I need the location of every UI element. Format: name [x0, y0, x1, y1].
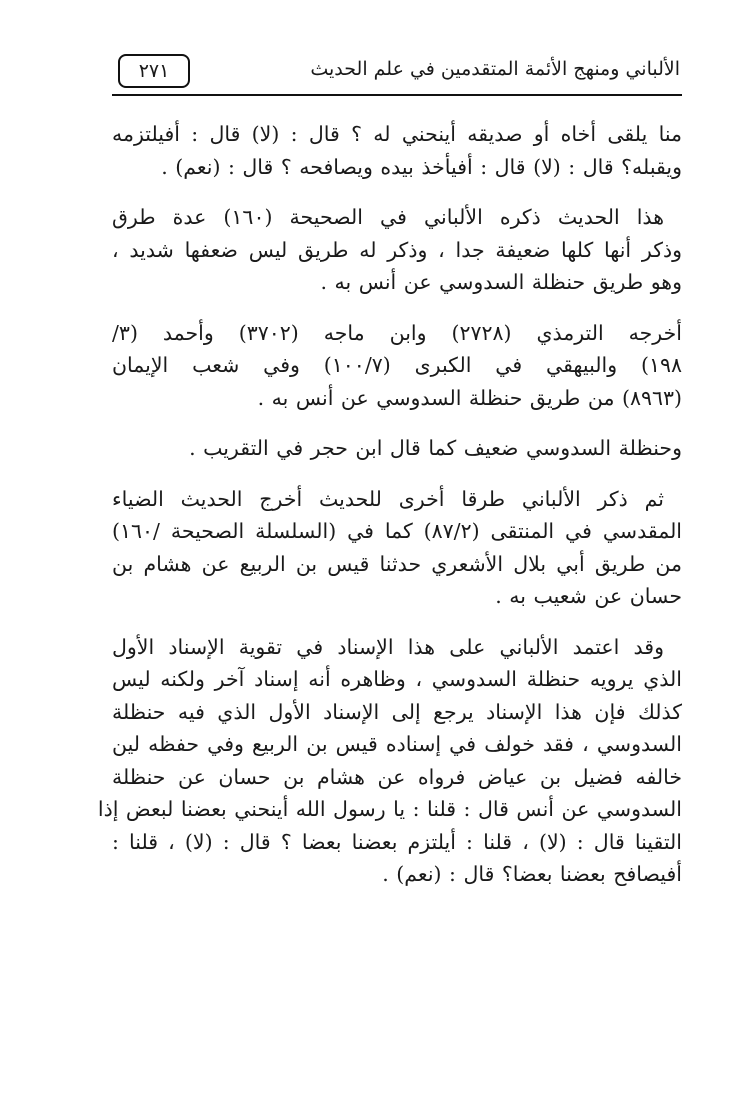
text-line: كذلك فإن هذا الإسناد يرجع إلى الإسناد الأول الذي فيه حنظلة	[112, 699, 682, 724]
text-line: أخرجه الترمذي (٢٧٢٨) وابن ماجه (٣٧٠٢) وأحمد (٣/	[112, 320, 682, 345]
text-line: وهو طريق حنظلة السدوسي عن أنس به .	[320, 270, 682, 294]
paragraph	[112, 201, 682, 299]
text-line: التقينا قال : (لا) ، قلنا : أيلتزم بعضنا بعضا ؟ قال : (لا) ، قلنا :	[112, 829, 682, 854]
text-line: ثم ذكر الألباني طرقا أخرى للحديث أخرج الحديث الضياء	[112, 486, 664, 511]
paragraph	[112, 317, 682, 415]
text-line: من طريق أبي بلال الأشعري حدثنا قيس بن الربيع عن هشام بن	[112, 551, 682, 576]
body-text	[97, 118, 683, 891]
text-line: وحنظلة السدوسي ضعيف كما قال ابن حجر في التقريب .	[189, 436, 682, 460]
page-number	[118, 54, 190, 88]
text-line: حسان عن شعيب به .	[495, 584, 682, 608]
text-line: ١٩٨) والبيهقي في الكبرى (١٠٠/٧) وفي شعب الإيمان	[112, 353, 682, 377]
text-line: هذا الحديث ذكره الألباني في الصحيحة (١٦٠) عدة طرق	[112, 205, 664, 229]
text-line: (٨٩٦٣) من طريق حنظلة السدوسي عن أنس به .	[257, 385, 682, 410]
text-line: أفيصافح بعضنا بعضا؟ قال : (نعم) .	[382, 862, 682, 886]
paragraph	[112, 432, 682, 465]
text-line: خالفه فضيل بن عياض فرواه عن هشام بن حسان عن حنظلة	[112, 764, 682, 789]
text-line: الذي يرويه حنظلة السدوسي ، وظاهره أنه إسناد آخر ولكنه ليس	[112, 667, 682, 691]
paragraph	[112, 118, 682, 183]
paragraph	[112, 483, 682, 613]
header-rule	[112, 94, 682, 96]
running-title: الألباني ومنهج الأئمة المتقدمين في علم الحديث	[310, 58, 680, 80]
text-line: السدوسي ، فقد خولف في إسناده قيس بن الربيع وفي حفظه لين	[112, 732, 682, 756]
text-line: وذكر أنها كلها ضعيفة جدا ، وذكر له طريق ليس ضعفها شديد ،	[112, 237, 682, 262]
text-line: وقد اعتمد الألباني على هذا الإسناد في تقوية الإسناد الأول	[112, 634, 664, 659]
page-number-text: ٢٧١	[138, 60, 170, 82]
paragraph	[97, 631, 682, 891]
text-line: المقدسي في المنتقى (٨٧/٢) كما في (السلسلة الصحيحة /١٦٠)	[112, 519, 683, 543]
text-line: السدوسي عن أنس قال : قلنا : يا رسول الله أينحني بعضنا لبعض إذا	[97, 797, 682, 821]
text-line: ويقبله؟ قال : (لا) قال : أفيأخذ بيده ويصافحه ؟ قال : (نعم) .	[161, 154, 682, 179]
page-header	[112, 48, 680, 92]
text-line: منا يلقى أخاه أو صديقه أينحني له ؟ قال : (لا) قال : أفيلتزمه	[112, 122, 682, 146]
